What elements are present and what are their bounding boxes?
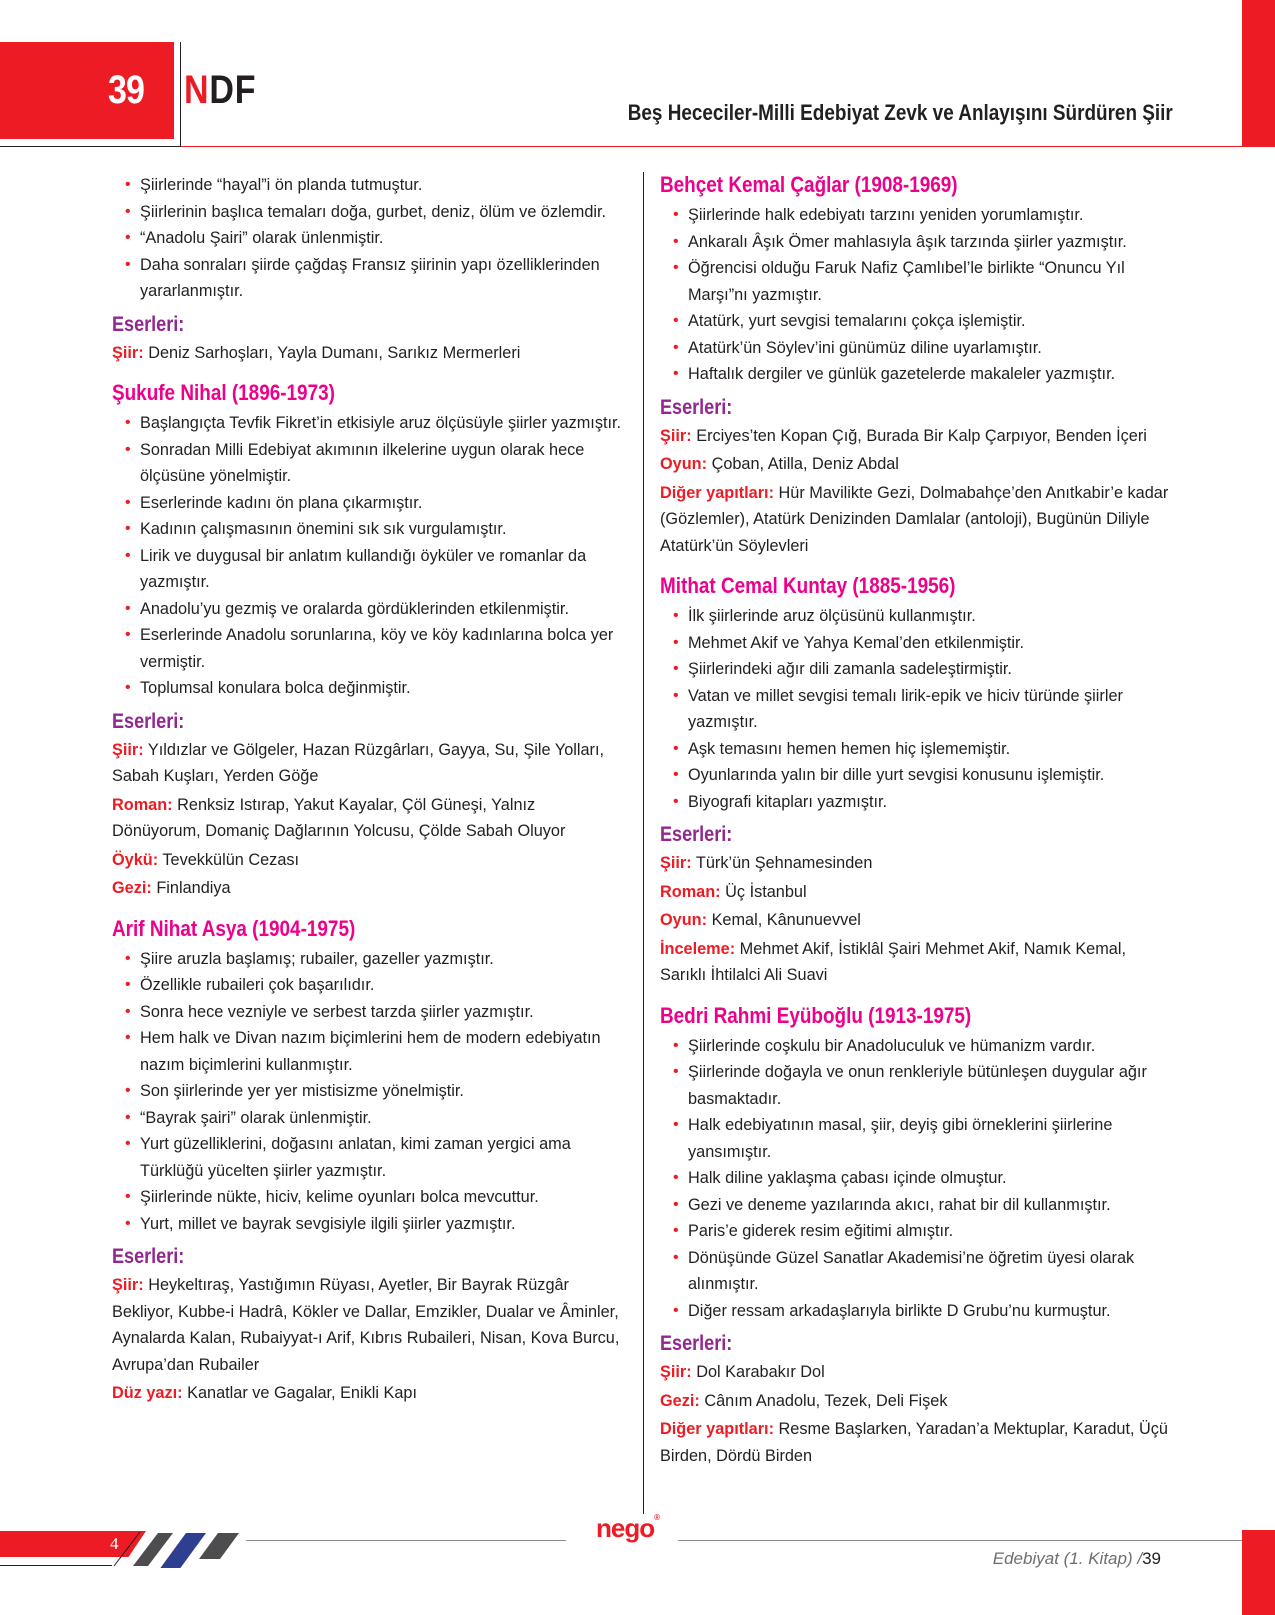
slash-gray-2 bbox=[199, 1533, 239, 1559]
brand-logo bbox=[184, 68, 256, 113]
brand-rest: DF bbox=[209, 68, 257, 112]
work-entry bbox=[112, 340, 626, 367]
work-entry bbox=[660, 879, 1176, 906]
bullet-list bbox=[660, 1033, 1176, 1325]
brand-first-letter: N bbox=[184, 68, 210, 112]
header-rule-left bbox=[0, 146, 181, 147]
work-entry bbox=[112, 737, 626, 790]
bullet-item: • Anadolu’yu gezmiş ve oralarda gördüklerinden etkilenmiştir. bbox=[140, 596, 626, 623]
bullet-item: • “Anadolu Şairi” olarak ünlenmiştir. bbox=[140, 225, 626, 252]
work-label: Oyun: bbox=[660, 455, 708, 473]
bullet-item: • Son şiirlerinde yer yer mistisizme yönelmiştir. bbox=[140, 1078, 626, 1105]
works-heading: Eserleri: bbox=[660, 823, 733, 846]
footer-rule-left bbox=[246, 1540, 566, 1541]
bullet-item: • Gezi ve deneme yazılarında akıcı, rahat bir dil kullanmıştır. bbox=[688, 1192, 1176, 1219]
bullet-item: • Eserlerinde Anadolu sorunlarına, köy ve köy kadınlarına bolca yer vermiştir. bbox=[140, 622, 626, 675]
work-entry bbox=[660, 907, 1176, 934]
works-heading: Eserleri: bbox=[660, 1332, 733, 1355]
bullet-item: • Şiirlerinde nükte, hiciv, kelime oyunları bolca mevcuttur. bbox=[140, 1184, 626, 1211]
bullet-item: • Şiirlerinde halk edebiyatı tarzını yeniden yorumlamıştır. bbox=[688, 202, 1176, 229]
bullet-item: • Dönüşünde Güzel Sanatlar Akademisi’ne öğretim üyesi olarak alınmıştır. bbox=[688, 1245, 1176, 1298]
bullet-item: • Daha sonraları şiirde çağdaş Fransız şiirinin yapı özelliklerinden yararlanmıştır. bbox=[140, 252, 626, 305]
work-label: Düz yazı: bbox=[112, 1384, 183, 1402]
author-heading: Şukufe Nihal (1896-1973) bbox=[112, 380, 335, 405]
footer-book-title bbox=[993, 1549, 1161, 1569]
works-heading: Eserleri: bbox=[660, 395, 733, 419]
work-label: Diğer yapıtları: bbox=[660, 483, 775, 502]
work-label: İnceleme: bbox=[660, 939, 736, 958]
work-label: Gezi: bbox=[660, 1391, 700, 1410]
work-entry bbox=[660, 1416, 1176, 1469]
header-divider bbox=[180, 42, 181, 147]
page-title: Beş Hececiler-Milli Edebiyat Zevk ve Anlayışını Sürdüren Şiir bbox=[627, 100, 1173, 125]
bullet-item: • “Bayrak şairi” olarak ünlenmiştir. bbox=[140, 1105, 626, 1132]
work-entry bbox=[660, 451, 1176, 478]
bullet-item: • Vatan ve millet sevgisi temalı lirik-epik ve hiciv türünde şiirler yazmıştır. bbox=[688, 683, 1176, 736]
bullet-item: • Atatürk, yurt sevgisi temalarını çokça işlemiştir. bbox=[688, 308, 1176, 335]
works-heading: Eserleri: bbox=[112, 1245, 185, 1268]
work-text: Cânım Anadolu, Tezek, Deli Fişek bbox=[704, 1391, 948, 1410]
work-label: Şiir: bbox=[112, 740, 144, 759]
bullet-item: • Yurt güzelliklerini, doğasını anlatan, kimi zaman yergici ama Türklüğü yücelten şiirler yazmıştır. bbox=[140, 1131, 626, 1184]
bullet-item: • Kadının çalışmasının önemini sık sık vurgulamıştır. bbox=[140, 516, 626, 543]
work-label: Roman: bbox=[660, 882, 721, 901]
work-label: Diğer yapıtları: bbox=[660, 1420, 775, 1438]
author-heading: Bedri Rahmi Eyüboğlu (1913-1975) bbox=[660, 1002, 972, 1028]
bullet-item: • Aşk temasını hemen hemen hiç işlememiştir. bbox=[688, 736, 1176, 763]
bullet-item: • Atatürk’ün Söylev’ini günümüz diline uyarlamıştır. bbox=[688, 335, 1176, 362]
work-entry bbox=[112, 847, 626, 874]
column-divider bbox=[643, 172, 644, 1514]
work-text: Erciyes’ten Kopan Çığ, Burada Bir Kalp Çarpıyor, Benden İçeri bbox=[696, 426, 1147, 445]
bullet-item: • Lirik ve duygusal bir anlatım kullandığı öyküler ve romanlar da yazmıştır. bbox=[140, 543, 626, 596]
work-text: Resme Başlarken, Yaradan’a Mektuplar, Karadut, Üçü Birden, Dördü Birden bbox=[660, 1420, 1168, 1465]
work-text: Deniz Sarhoşları, Yayla Dumanı, Sarıkız Mermerleri bbox=[148, 343, 521, 362]
right-column bbox=[660, 172, 1176, 1471]
work-text: Tevekkülün Cezası bbox=[162, 850, 300, 869]
work-entry bbox=[660, 1359, 1176, 1386]
bullet-list bbox=[112, 410, 626, 702]
work-text: Mehmet Akif, İstiklâl Şairi Mehmet Akif, Namık Kemal, Sarıklı İhtilalci Ali Suavi bbox=[660, 939, 1126, 984]
work-label: Gezi: bbox=[112, 879, 152, 897]
work-label: Şiir: bbox=[660, 854, 692, 872]
footer-rule-right bbox=[678, 1540, 1242, 1541]
work-text: Hür Mavilikte Gezi, Dolmabahçe’den Anıtkabir’e kadar (Gözlemler), Atatürk Denizinden Damlalar (antoloji), Bugünün Diliyle Atatürk’ün Söylevleri bbox=[660, 483, 1169, 555]
bullet-item: • Hem halk ve Divan nazım biçimlerini hem de modern edebiyatın nazım biçimlerini kullanmıştır. bbox=[140, 1025, 626, 1078]
bullet-item: • Sonra hece vezniyle ve serbest tarzda şiirler yazmıştır. bbox=[140, 999, 626, 1026]
bullet-item: • İlk şiirlerinde aruz ölçüsünü kullanmıştır. bbox=[688, 603, 1176, 630]
work-text: Finlandiya bbox=[156, 879, 231, 897]
bullet-item: • Mehmet Akif ve Yahya Kemal’den etkilenmiştir. bbox=[688, 630, 1176, 657]
work-label: Şiir: bbox=[112, 343, 144, 362]
work-entry bbox=[112, 875, 626, 902]
bullet-list bbox=[660, 603, 1176, 815]
bullet-item: • Sonradan Milli Edebiyat akımının ilkelerine uygun olarak hece ölçüsüne yönelmiştir. bbox=[140, 437, 626, 490]
footer-underline bbox=[0, 1565, 112, 1566]
footer-edge-strip bbox=[1242, 1530, 1275, 1615]
bullet-item: • Şiirlerinin başlıca temaları doğa, gurbet, deniz, ölüm ve özlemdir. bbox=[140, 199, 626, 226]
works-heading: Eserleri: bbox=[112, 312, 185, 336]
author-heading: Mithat Cemal Kuntay (1885-1956) bbox=[660, 573, 956, 598]
author-heading: Arif Nihat Asya (1904-1975) bbox=[112, 915, 356, 941]
slash-thin-line bbox=[114, 1532, 140, 1566]
registered-mark: ® bbox=[654, 1513, 660, 1522]
bullet-item: • Haftalık dergiler ve günlük gazetelerde makaleler yazmıştır. bbox=[688, 361, 1176, 388]
footer-slash-decoration bbox=[110, 1528, 250, 1568]
footer-left-page-number: 4 bbox=[110, 1534, 119, 1553]
bullet-item: • Başlangıçta Tevfik Fikret’in etkisiyle aruz ölçüsüyle şiirler yazmıştır. bbox=[140, 410, 626, 437]
work-text: Kemal, Kânunuevvel bbox=[711, 911, 861, 929]
bullet-item: • Ankaralı Âşık Ömer mahlasıyla âşık tarzında şiirler yazmıştır. bbox=[688, 229, 1176, 256]
author-heading: Behçet Kemal Çağlar (1908-1969) bbox=[660, 172, 958, 197]
work-text: Dol Karabakır Dol bbox=[696, 1363, 825, 1381]
work-text: Üç İstanbul bbox=[725, 882, 807, 901]
bullet-item: • Paris’e giderek resim eğitimi almıştır. bbox=[688, 1218, 1176, 1245]
work-label: Roman: bbox=[112, 795, 173, 814]
bullet-item: • Toplumsal konulara bolca değinmiştir. bbox=[140, 675, 626, 702]
work-entry bbox=[112, 1380, 626, 1407]
bullet-item: • Eserlerinde kadını ön plana çıkarmıştır. bbox=[140, 490, 626, 517]
work-entry bbox=[660, 1388, 1176, 1415]
work-label: Öykü: bbox=[112, 850, 159, 869]
bullet-item: • Halk edebiyatının masal, şiir, deyiş gibi örneklerini şiirlerine yansımıştır. bbox=[688, 1112, 1176, 1165]
bullet-item: • Şiirlerinde “hayal”i ön planda tutmuştur. bbox=[140, 172, 626, 199]
bullet-item: • Yurt, millet ve bayrak sevgisiyle ilgili şiirler yazmıştır. bbox=[140, 1211, 626, 1238]
bullet-item: • Şiirlerindeki ağır dili zamanla sadeleştirmiştir. bbox=[688, 656, 1176, 683]
work-entry bbox=[660, 480, 1176, 560]
work-label: Şiir: bbox=[660, 1363, 692, 1381]
bullet-item: • Biyografi kitapları yazmıştır. bbox=[688, 789, 1176, 816]
work-text: Çoban, Atilla, Deniz Abdal bbox=[711, 455, 899, 473]
bullet-item: • Oyunlarında yalın bir dille yurt sevgisi konusunu işlemiştir. bbox=[688, 762, 1176, 789]
book-title: Edebiyat (1. Kitap) / bbox=[992, 1549, 1143, 1568]
work-label: Şiir: bbox=[660, 426, 692, 445]
logo-text: nego bbox=[596, 1513, 655, 1543]
header-rule-right bbox=[181, 146, 1275, 147]
work-label: Şiir: bbox=[112, 1276, 144, 1294]
header-edge-strip bbox=[1242, 0, 1275, 147]
bullet-item: • Öğrencisi olduğu Faruk Nafiz Çamlıbel’le birlikte “Onuncu Yıl Marşı”nı yazmıştır. bbox=[688, 255, 1176, 308]
works-heading: Eserleri: bbox=[112, 709, 185, 733]
bullet-list bbox=[112, 946, 626, 1238]
bullet-item: • Özellikle rubaileri çok başarılıdır. bbox=[140, 972, 626, 999]
page-number-badge: 39 bbox=[108, 68, 145, 112]
work-entry bbox=[660, 936, 1176, 989]
header-red-block bbox=[0, 42, 174, 139]
work-entry bbox=[660, 423, 1176, 450]
work-text: Heykeltıraş, Yastığımın Rüyası, Ayetler, Bir Bayrak Rüzgâr Bekliyor, Kubbe-i Hadrâ, Kökler ve Dallar, Emzikler, Dualar ve Âminler, Aynalarda Kalan, Rubaiyyat-ı Arif, Kıbrıs Rubaileri, Nisan, Kova Burcu, Avrupa’dan Rubailer bbox=[112, 1276, 620, 1374]
work-entry bbox=[660, 850, 1176, 877]
work-label: Oyun: bbox=[660, 911, 708, 929]
work-text: Kanatlar ve Gagalar, Enikli Kapı bbox=[187, 1384, 417, 1402]
left-column bbox=[112, 172, 626, 1409]
bullet-item: • Şiire aruzla başlamış; rubailer, gazeller yazmıştır. bbox=[140, 946, 626, 973]
bullet-item: • Şiirlerinde doğayla ve onun renkleriyle bütünleşen duygular ağır basmaktadır. bbox=[688, 1059, 1176, 1112]
work-entry bbox=[112, 1272, 626, 1378]
bullet-item: • Şiirlerinde coşkulu bir Anadoluculuk ve hümanizm vardır. bbox=[688, 1033, 1176, 1060]
work-text: Türk’ün Şehnamesinden bbox=[695, 854, 873, 872]
bullet-list bbox=[660, 202, 1176, 388]
work-entry bbox=[112, 792, 626, 845]
publisher-logo bbox=[596, 1513, 659, 1544]
intro-bullet-list bbox=[112, 172, 626, 305]
work-text: Yıldızlar ve Gölgeler, Hazan Rüzgârları, Gayya, Su, Şile Yolları, Sabah Kuşları, Yerden Göğe bbox=[112, 740, 605, 785]
bullet-item: • Halk diline yaklaşma çabası içinde olmuştur. bbox=[688, 1165, 1176, 1192]
bullet-item: • Diğer ressam arkadaşlarıyla birlikte D Grubu’nu kurmuştur. bbox=[688, 1298, 1176, 1325]
work-text: Renksiz Istırap, Yakut Kayalar, Çöl Güneşi, Yalnız Dönüyorum, Domaniç Dağlarının Yolcusu, Çölde Sabah Oluyor bbox=[112, 795, 566, 840]
book-page-number: 39 bbox=[1142, 1549, 1161, 1568]
